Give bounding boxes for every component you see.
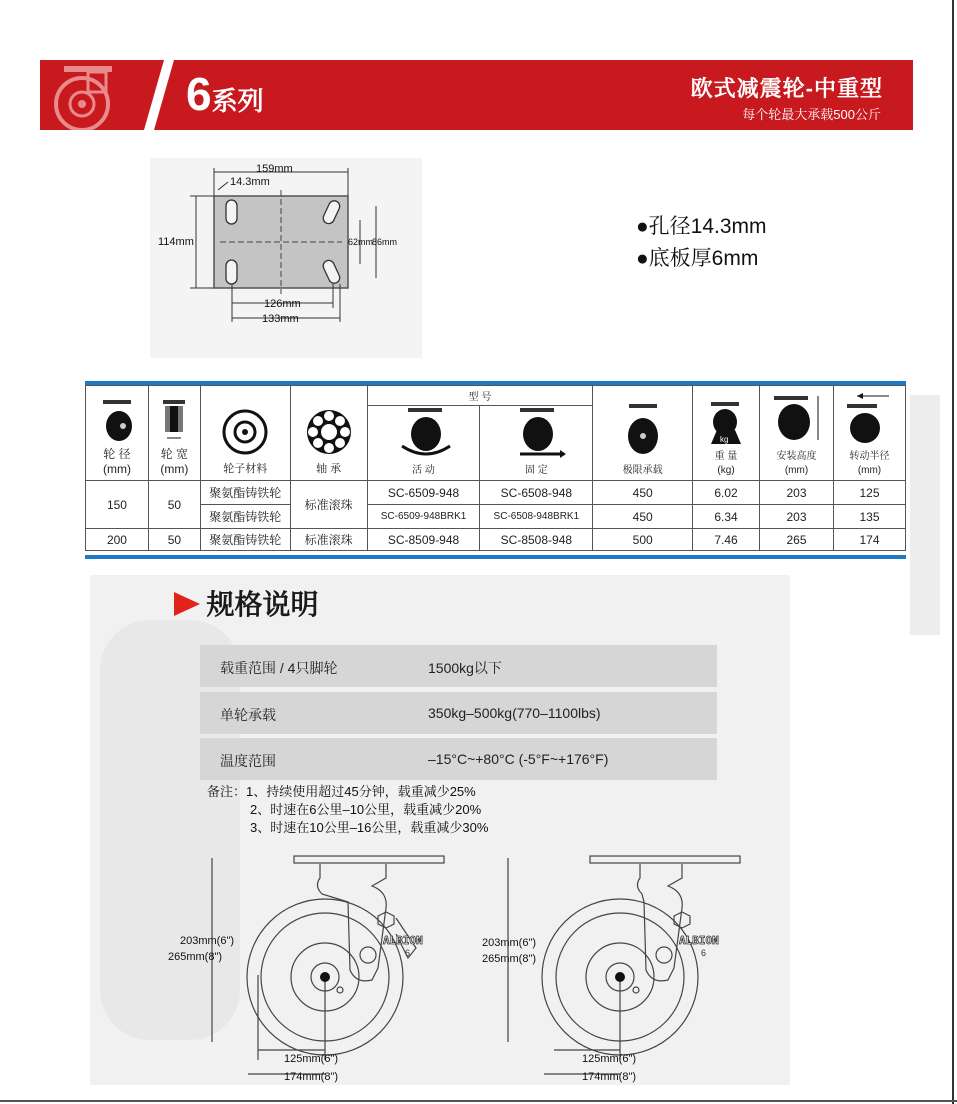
height-dim-2: 265mm(8") [168,951,223,963]
spec-table-bottom-rule [85,555,906,559]
capacity-value: 350kg–500kg(770–1100lbs) [428,705,601,721]
cell-height: 265 [760,529,834,551]
product-subtitle: 每个轮最大承载500公斤 [742,107,881,122]
table-row [86,529,906,551]
mount-height-label: 安装高度 [776,451,817,462]
height-dim-1: 203mm(6") [180,935,235,947]
header-bearing [290,386,367,481]
wheel-diameter-label: 轮 径 [103,447,131,461]
swivel-radius-label: 转动半径 [849,451,890,462]
table-row [86,505,906,529]
capacity-label: 温度范围 [220,753,276,769]
cell-material: 聚氨酯铸铁轮 [200,529,290,551]
header-weight [693,386,760,481]
wheel-rim-icon [220,407,270,457]
cell-bearing: 标准滚珠 [290,529,367,551]
cell-fixed: SC-8508-948 [480,529,593,551]
header-wheel-width [148,386,200,481]
ball-bearing-icon [304,407,354,457]
header-swivel-radius [833,386,905,481]
header-material [200,386,290,481]
cell-fixed: SC-6508-948BRK1 [480,505,593,529]
cell-height: 203 [760,505,834,529]
cell-material: 聚氨酯铸铁轮 [200,481,290,505]
cell-swivel: SC-6509-948 [367,481,480,505]
mount-height-unit: (mm) [784,465,809,476]
page-right-border [952,0,954,1104]
header-wheel-diameter [86,386,149,481]
capacity-value: 1500kg以下 [428,660,502,676]
header-mount-height [760,386,834,481]
wheel-width-label: 轮 宽 [160,447,189,461]
cell-width: 50 [148,529,200,551]
bearing-label: 轴 承 [316,463,342,475]
product-title: 欧式减震轮-中重型 [690,76,883,101]
capacity-row [200,645,717,687]
radius-dim-2: 174mm(8") [582,1071,637,1083]
swivel-radius-icon [839,392,899,444]
cell-dia: 150 [86,481,149,529]
cell-bearing: 标准滚珠 [290,481,367,529]
model-label: 型 号 [367,386,593,406]
bullet-plate-thickness: ●底板厚6mm [636,247,759,270]
section-title: 规格说明 [206,589,319,620]
cell-swivel: SC-8509-948 [367,529,480,551]
wheel-diameter-unit: (mm) [102,462,131,476]
series-label [186,64,264,131]
material-label: 轮子材料 [223,463,268,475]
dim-62: 62mm [348,237,374,247]
fixed-caster-icon [506,406,566,458]
spec-table [85,385,906,551]
cell-dia: 200 [86,529,149,551]
dim-width-outer: 159mm [256,163,293,175]
caster-drawing-fixed [470,850,780,1085]
cell-radius: 135 [833,505,905,529]
swivel-radius-unit: (mm) [857,465,882,476]
weight-label: 重 量 [714,451,738,462]
dim-133: 133mm [262,313,299,325]
plate-bullets [636,210,856,272]
capacity-label: 载重范围 / 4只脚轮 [220,660,338,676]
cell-weight: 7.46 [693,529,760,551]
cell-radius: 125 [833,481,905,505]
wheel-width-unit: (mm) [160,462,189,476]
capacity-value: –15°C~+80°C (-5°F~+176°F) [428,751,609,767]
brand-label: ALBION [383,934,423,947]
radius-dim-1: 125mm(6") [284,1053,339,1065]
bullet-hole-diameter: ●孔径14.3mm [636,215,767,238]
header-fixed [480,406,593,481]
dim-hole: 14.3mm [230,176,270,188]
cell-fixed: SC-6508-948 [480,481,593,505]
swivel-caster-icon [394,406,454,458]
note-line: 3、时速在10公里–16公里，载重减少30% [250,820,489,835]
dim-126: 126mm [264,298,301,310]
cell-load: 450 [593,505,693,529]
swivel-label: 活 动 [412,465,435,476]
page-bottom-border [0,1100,957,1102]
brand-number: 6 [701,948,707,958]
mounting-plate-diagram [150,158,422,358]
capacity-row [200,692,717,734]
table-row [86,481,906,505]
load-wheel-icon [621,402,665,458]
notes [207,783,488,837]
background-shape [910,395,940,635]
load-label: 极限承载 [622,465,663,476]
capacity-row [200,738,717,780]
header-swivel [367,406,480,481]
capacity-label: 单轮承载 [220,707,276,723]
caster-drawing-swivel [150,850,460,1085]
radius-dim-2: 174mm(8") [284,1071,339,1083]
wheel-front-icon [159,398,189,442]
dim-height: 114mm [158,236,194,248]
red-triangle-icon [172,588,202,618]
cell-weight: 6.02 [693,481,760,505]
height-dim-1: 203mm(6") [482,937,537,949]
series-suffix: 系列 [211,86,264,116]
cell-swivel: SC-6509-948BRK1 [367,505,480,529]
cell-load: 450 [593,481,693,505]
banner-slash-icon [140,60,180,130]
series-header-banner [40,60,913,130]
cell-load: 500 [593,529,693,551]
brand-label: ALBION [679,934,719,947]
radius-dim-1: 125mm(6") [582,1053,637,1065]
cell-radius: 174 [833,529,905,551]
dim-86: 86mm [372,237,398,247]
brand-number: 6 [405,948,411,958]
header-load [593,386,693,481]
series-number: 6 [186,68,212,120]
cell-height: 203 [760,481,834,505]
svg-text:kg: kg [720,435,729,444]
note-line: 2、时速在6公里–10公里，载重减少20% [250,802,482,817]
cell-weight: 6.34 [693,505,760,529]
mount-height-icon [766,394,826,444]
height-dim-2: 265mm(8") [482,953,537,965]
wheel-side-icon [97,398,137,442]
caster-logo-icon [40,60,152,130]
weight-unit: (kg) [717,465,735,476]
section-heading [172,583,318,619]
weight-kg-icon [701,400,751,444]
cell-width: 50 [148,481,200,529]
note-line: 备注：1、持续使用超过45分钟，载重减少25% [207,784,476,799]
cell-material: 聚氨酯铸铁轮 [200,505,290,529]
fixed-label: 固 定 [524,465,548,476]
